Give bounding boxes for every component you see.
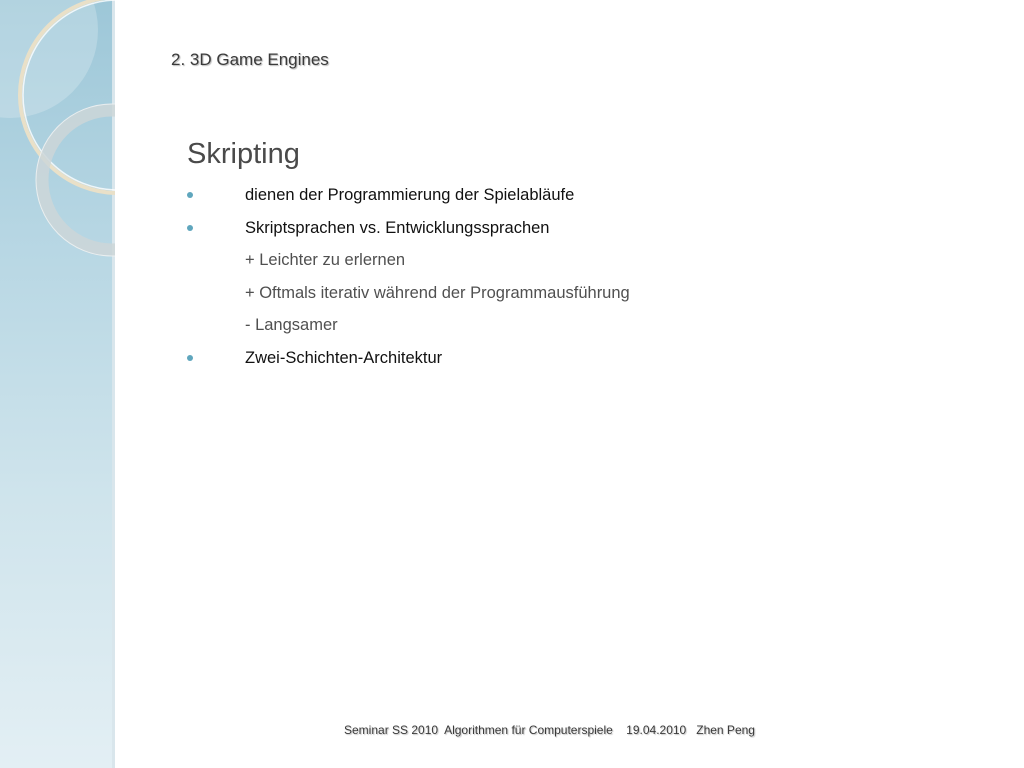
footer-course: Algorithmen für Computerspiele xyxy=(444,723,613,737)
sub-item xyxy=(187,279,947,312)
bullet-item xyxy=(187,181,947,214)
decorative-rings-graphic xyxy=(0,0,115,768)
bullet-item xyxy=(187,344,947,377)
bullet-item xyxy=(187,214,947,247)
decorative-side-panel xyxy=(0,0,115,768)
section-title: 2. 3D Game Engines xyxy=(171,50,329,69)
bullet-dot-icon xyxy=(187,225,193,231)
footer-author: Zhen Peng xyxy=(696,723,755,737)
sub-item-text: - Langsamer xyxy=(245,316,338,335)
footer xyxy=(344,723,755,737)
sub-item-text: + Oftmals iterativ während der Programmausführung xyxy=(245,283,630,302)
bullet-text: Skriptsprachen vs. Entwicklungssprachen xyxy=(245,218,550,237)
slide-title: Skripting xyxy=(187,138,300,170)
bullet-text: dienen der Programmierung der Spielabläufe xyxy=(245,186,575,204)
bullet-dot-icon xyxy=(187,192,193,198)
footer-seminar: Seminar SS 2010 xyxy=(344,723,439,737)
bullet-text: Zwei-Schichten-Architektur xyxy=(245,348,443,367)
sub-item xyxy=(187,311,947,344)
slide-content-list xyxy=(187,181,947,377)
sub-item xyxy=(187,246,947,279)
footer-date: 19.04.2010 xyxy=(626,723,687,737)
sub-item-text: + Leichter zu erlernen xyxy=(245,251,406,270)
bullet-dot-icon xyxy=(187,355,193,361)
